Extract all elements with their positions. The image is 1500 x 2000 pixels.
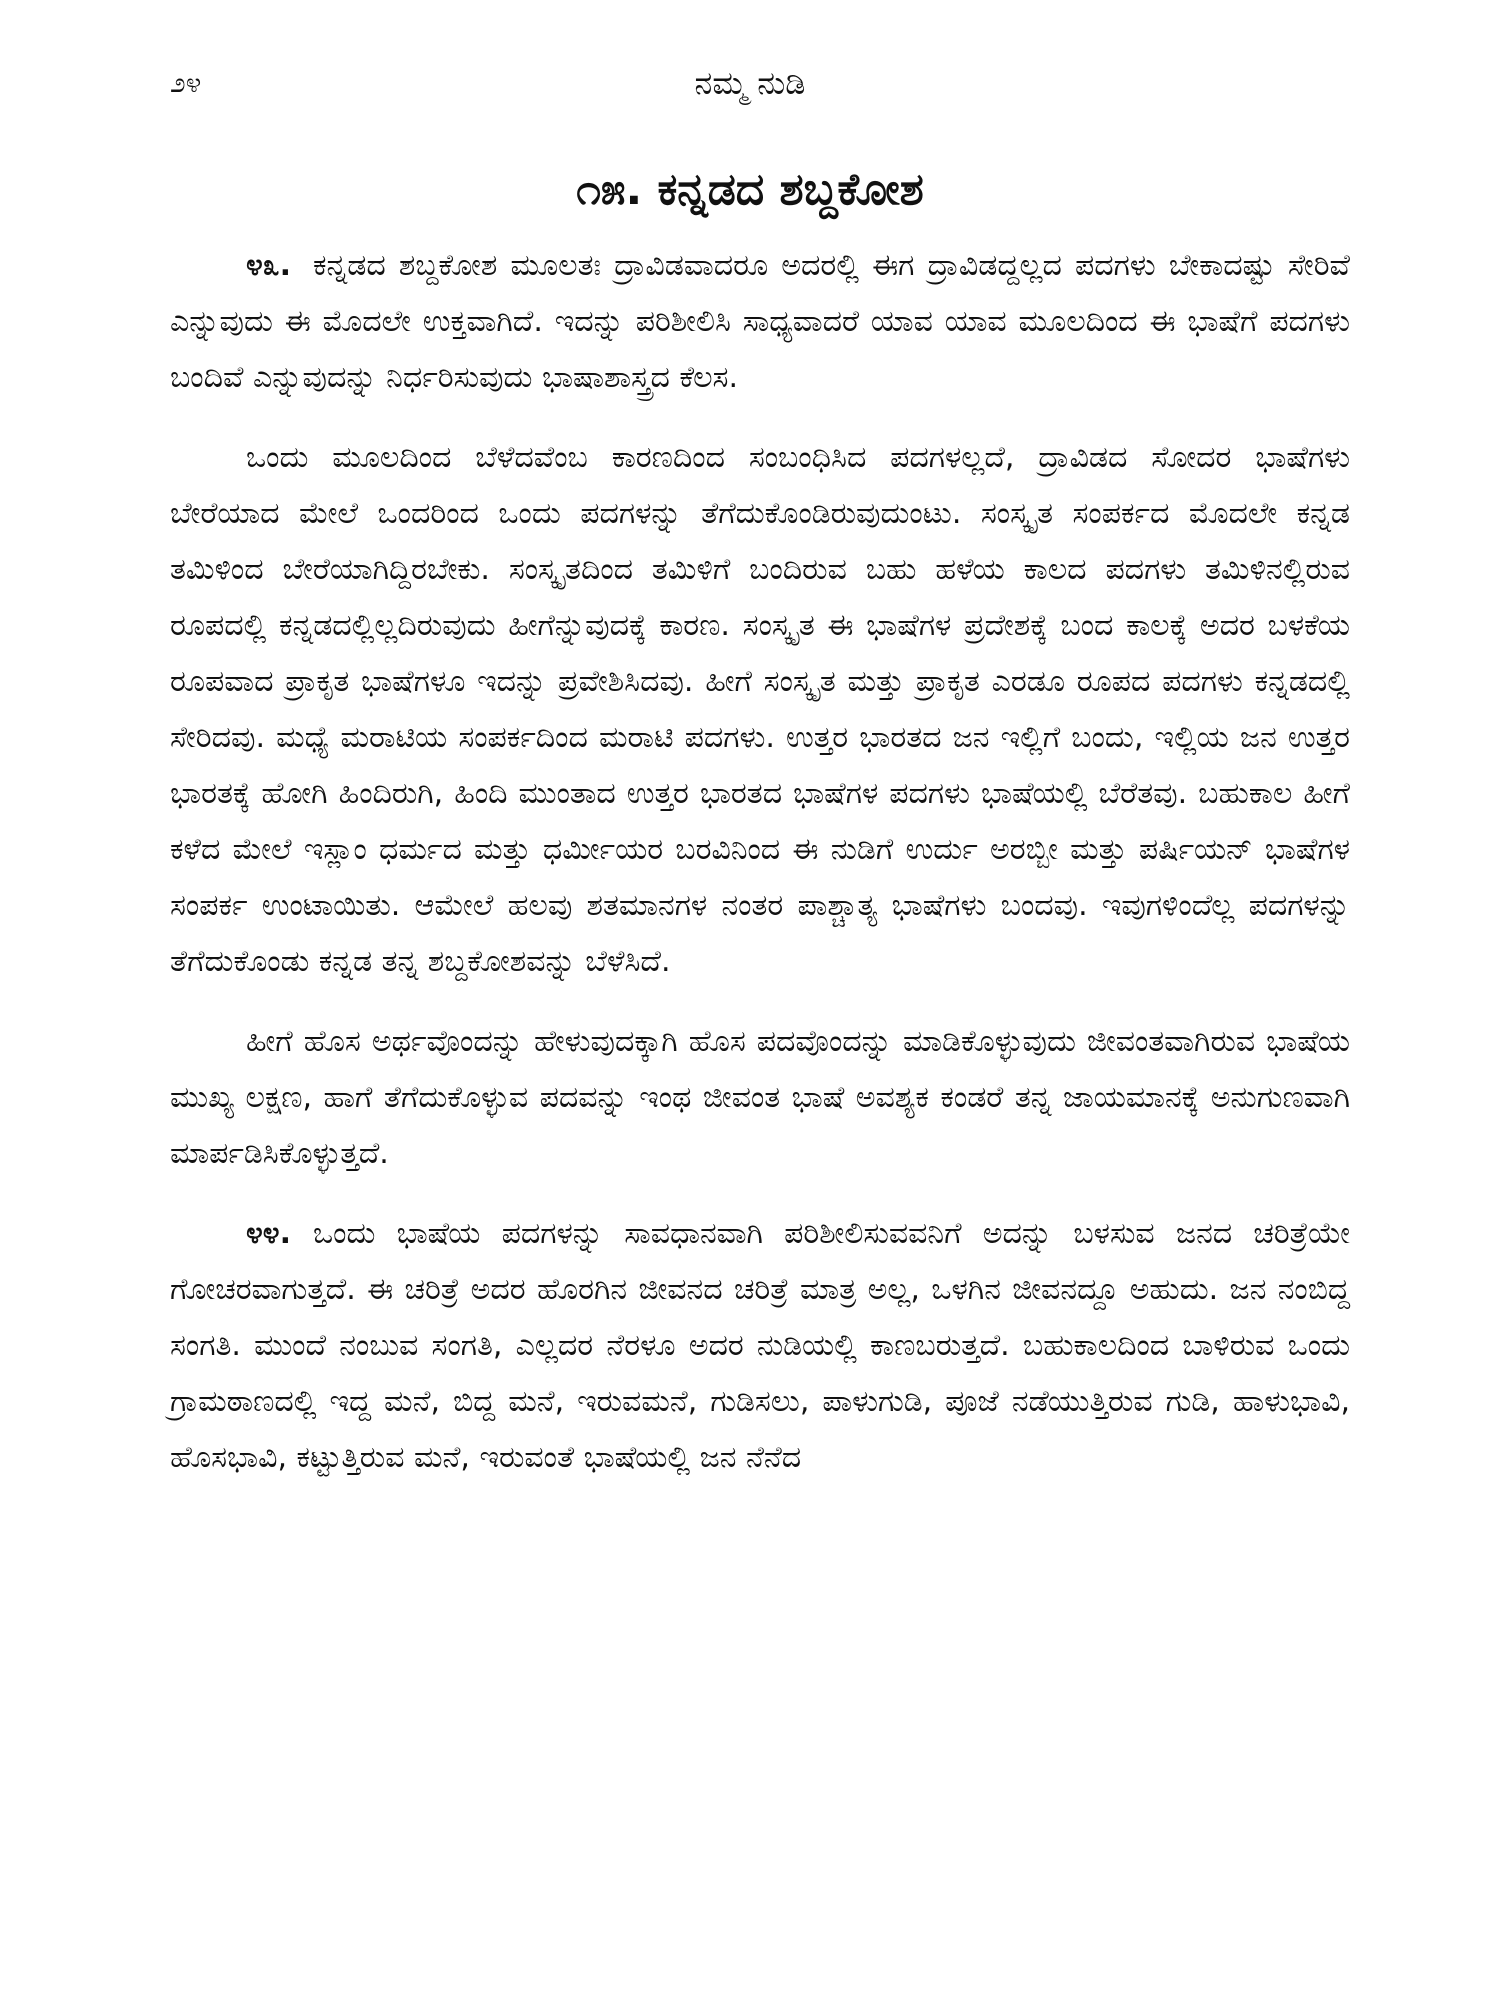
section-number: ೪೪. <box>246 1216 291 1251</box>
paragraph <box>170 430 1350 990</box>
section-number: ೪೩. <box>246 248 291 283</box>
paragraph <box>170 1206 1350 1486</box>
chapter-title: ೧೫. ಕನ್ನಡದ ಶಬ್ದಕೋಶ <box>576 164 924 215</box>
running-head: ನಮ್ಮ ನುಡಿ <box>694 64 806 102</box>
paragraph-text: ಹೀಗೆ ಹೊಸ ಅರ್ಥವೊಂದನ್ನು ಹೇಳುವುದಕ್ಕಾಗಿ ಹೊಸ ಪದವೊಂದನ್ನು ಮಾಡಿಕೊಳ್ಳುವುದು ಜೀವಂತವಾಗಿರುವ ಭಾಷೆಯ ಮುಖ್ಯ ಲಕ್ಷಣ, ಹಾಗೆ ತೆಗೆದುಕೊಳ್ಳುವ ಪದವನ್ನು ಇಂಥ ಜೀವಂತ ಭಾಷೆ ಅವಶ್ಯಕ ಕಂಡರೆ ತನ್ನ ಜಾಯಮಾನಕ್ಕೆ ಅನುಗುಣವಾಗಿ ಮಾರ್ಪಡಿಸಿಕೊಳ್ಳುತ್ತದೆ. <box>170 1024 1350 1171</box>
paragraph <box>170 238 1350 406</box>
paragraph-text: ಕನ್ನಡದ ಶಬ್ದಕೋಶ ಮೂಲತಃ ದ್ರಾವಿಡವಾದರೂ ಅದರಲ್ಲಿ ಈಗ ದ್ರಾವಿಡದ್ದಲ್ಲದ ಪದಗಳು ಬೇಕಾದಷ್ಟು ಸೇರಿವೆ ಎನ್ನುವುದು ಈ ಮೊದಲೇ ಉಕ್ತವಾಗಿದೆ. ಇದನ್ನು ಪರಿಶೀಲಿಸಿ ಸಾಧ್ಯವಾದರೆ ಯಾವ ಯಾವ ಮೂಲದಿಂದ ಈ ಭಾಷೆಗೆ ಪದಗಳು ಬಂದಿವೆ ಎನ್ನುವುದನ್ನು ನಿರ್ಧರಿಸುವುದು ಭಾಷಾಶಾಸ್ತ್ರದ ಕೆಲಸ. <box>170 248 1350 395</box>
body-text <box>170 238 1350 1510</box>
page-header <box>170 58 1330 118</box>
page-number: ೨೪ <box>170 66 202 99</box>
paragraph-text: ಒಂದು ಮೂಲದಿಂದ ಬೆಳೆದವೆಂಬ ಕಾರಣದಿಂದ ಸಂಬಂಧಿಸಿದ ಪದಗಳಲ್ಲದೆ, ದ್ರಾವಿಡದ ಸೋದರ ಭಾಷೆಗಳು ಬೇರೆಯಾದ ಮೇಲೆ ಒಂದರಿಂದ ಒಂದು ಪದಗಳನ್ನು ತೆಗೆದುಕೊಂಡಿರುವುದುಂಟು. ಸಂಸ್ಕೃತ ಸಂಪರ್ಕದ ಮೊದಲೇ ಕನ್ನಡ ತಮಿಳಿಂದ ಬೇರೆಯಾಗಿದ್ದಿರಬೇಕು. ಸಂಸ್ಕೃತದಿಂದ ತಮಿಳಿಗೆ ಬಂದಿರುವ ಬಹು ಹಳೆಯ ಕಾಲದ ಪದಗಳು ತಮಿಳಿನಲ್ಲಿರುವ ರೂಪದಲ್ಲಿ ಕನ್ನಡದಲ್ಲಿಲ್ಲದಿರುವುದು ಹೀಗೆನ್ನುವುದಕ್ಕೆ ಕಾರಣ. ಸಂಸ್ಕೃತ ಈ ಭಾಷೆಗಳ ಪ್ರದೇಶಕ್ಕೆ ಬಂದ ಕಾಲಕ್ಕೆ ಅದರ ಬಳಕೆಯ ರೂಪವಾದ ಪ್ರಾಕೃತ ಭಾಷೆಗಳೂ ಇದನ್ನು ಪ್ರವೇಶಿಸಿದವು. ಹೀಗೆ ಸಂಸ್ಕೃತ ಮತ್ತು ಪ್ರಾಕೃತ ಎರಡೂ ರೂಪದ ಪದಗಳು ಕನ್ನಡದಲ್ಲಿ ಸೇರಿದವು. ಮಧ್ಯೆ ಮರಾಟಿಯ ಸಂಪರ್ಕದಿಂದ ಮರಾಟಿ ಪದಗಳು. ಉತ್ತರ ಭಾರತದ ಜನ ಇಲ್ಲಿಗೆ ಬಂದು, ಇಲ್ಲಿಯ ಜನ ಉತ್ತರ ಭಾರತಕ್ಕೆ ಹೋಗಿ ಹಿಂದಿರುಗಿ, ಹಿಂದಿ ಮುಂತಾದ ಉತ್ತರ ಭಾರತದ ಭಾಷೆಗಳ ಪದಗಳು ಭಾಷೆಯಲ್ಲಿ ಬೆರೆತವು. ಬಹುಕಾಲ ಹೀಗೆ ಕಳೆದ ಮೇಲೆ ಇಸ್ಲಾಂ ಧರ್ಮದ ಮತ್ತು ಧರ್ಮೀಯರ ಬರವಿನಿಂದ ಈ ನುಡಿಗೆ ಉರ್ದು ಅರಬ್ಬೀ ಮತ್ತು ಪರ್ಷಿಯನ್ ಭಾಷೆಗಳ ಸಂಪರ್ಕ ಉಂಟಾಯಿತು. ಆಮೇಲೆ ಹಲವು ಶತಮಾನಗಳ ನಂತರ ಪಾಶ್ಚಾತ್ಯ ಭಾಷೆಗಳು ಬಂದವು. ಇವುಗಳಿಂದೆಲ್ಲ ಪದಗಳನ್ನು ತೆಗೆದುಕೊಂಡು ಕನ್ನಡ ತನ್ನ ಶಬ್ದಕೋಶವನ್ನು ಬೆಳೆಸಿದೆ. <box>170 440 1350 979</box>
paragraph-text: ಒಂದು ಭಾಷೆಯ ಪದಗಳನ್ನು ಸಾವಧಾನವಾಗಿ ಪರಿಶೀಲಿಸುವವನಿಗೆ ಅದನ್ನು ಬಳಸುವ ಜನದ ಚರಿತ್ರೆಯೇ ಗೋಚರವಾಗುತ್ತದೆ. ಈ ಚರಿತ್ರೆ ಅದರ ಹೊರಗಿನ ಜೀವನದ ಚರಿತ್ರೆ ಮಾತ್ರ ಅಲ್ಲ, ಒಳಗಿನ ಜೀವನದ್ದೂ ಅಹುದು. ಜನ ನಂಬಿದ್ದ ಸಂಗತಿ. ಮುಂದೆ ನಂಬುವ ಸಂಗತಿ, ಎಲ್ಲದರ ನೆರಳೂ ಅದರ ನುಡಿಯಲ್ಲಿ ಕಾಣಬರುತ್ತದೆ. ಬಹುಕಾಲದಿಂದ ಬಾಳಿರುವ ಒಂದು ಗ್ರಾಮಠಾಣದಲ್ಲಿ ಇದ್ದ ಮನೆ, ಬಿದ್ದ ಮನೆ, ಇರುವಮನೆ, ಗುಡಿಸಲು, ಪಾಳುಗುಡಿ, ಪೂಜೆ ನಡೆಯುತ್ತಿರುವ ಗುಡಿ, ಹಾಳುಭಾವಿ, ಹೊಸಭಾವಿ, ಕಟ್ಟುತ್ತಿರುವ ಮನೆ, ಇರುವಂತೆ ಭಾಷೆಯಲ್ಲಿ ಜನ ನೆನೆದ <box>170 1216 1350 1475</box>
paragraph <box>170 1014 1350 1182</box>
